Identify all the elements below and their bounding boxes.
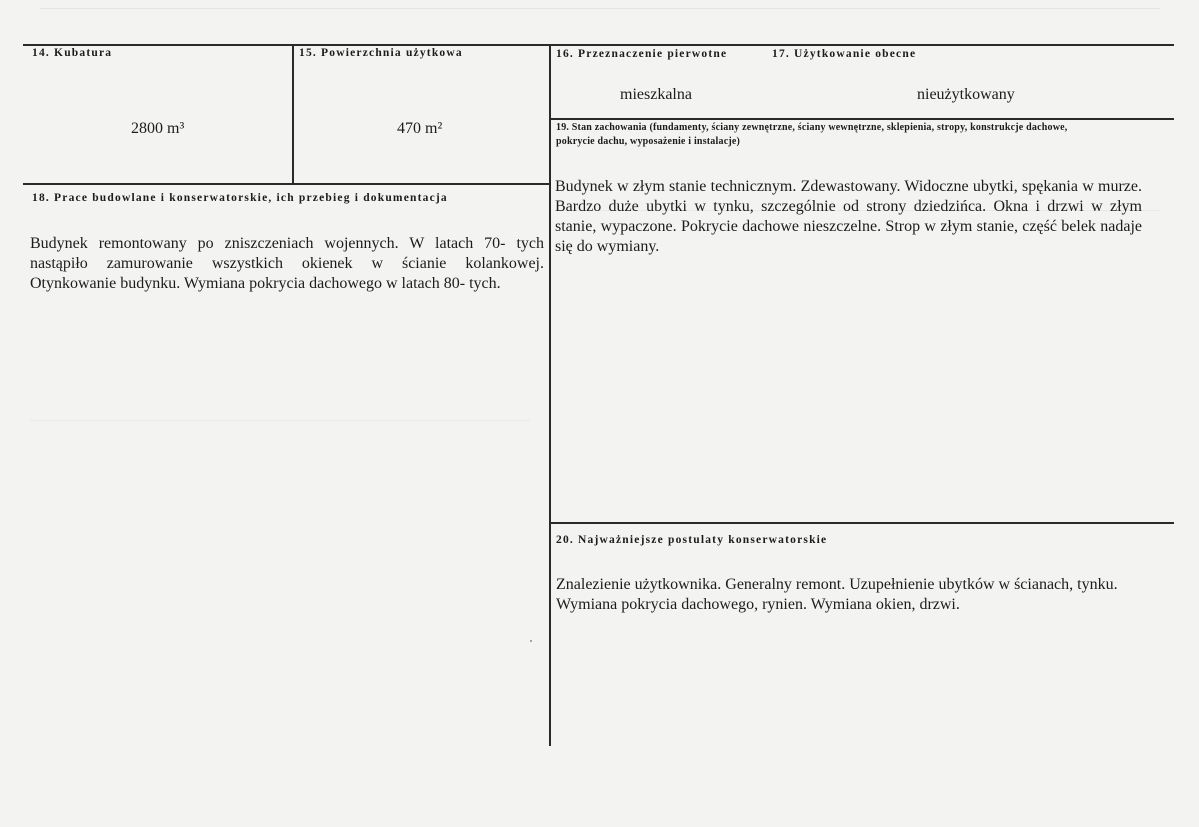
prace-budowlane-text: Budynek remontowany po zniszczeniach wojennych. W latach 70- tych nastąpiło zamurowanie wszystkich okienek w ścianie kolankowej. Otynkowanie budynku. Wymiana pokrycia dachowego w latach 80- tych. xyxy=(30,235,544,292)
divider-16-19 xyxy=(549,118,1174,120)
divider-19-20 xyxy=(549,522,1174,524)
stan-zachowania-text: Budynek w złym stanie technicznym. Zdewastowany. Widoczne ubytki, spękania w murze. Bardzo duże ubytki w tynku, szczególnie od strony dziedzińca. Okna i drzwi w złym stanie, wypaczone. Pokrycie dachowe nieszczelne. Strop w złym stanie, część belek nadaje się do wymiany. xyxy=(555,178,1142,255)
powierzchnia-value: 470 m² xyxy=(397,120,443,137)
divider-14-18 xyxy=(23,183,549,185)
scan-noise xyxy=(30,420,530,421)
divider-14-15 xyxy=(292,44,294,184)
kubatura-value: 2800 m³ xyxy=(131,120,185,137)
kubatura-label: 14. Kubatura xyxy=(32,47,113,59)
top-border xyxy=(23,44,1174,46)
uzytkowanie-value: nieużytkowany xyxy=(917,86,1015,103)
przeznaczenie-label: 16. Przeznaczenie pierwotne xyxy=(556,48,728,60)
stan-zachowania-label: 19. Stan zachowania (fundamenty, ściany zewnętrzne, ściany wewnętrzne, sklepienia, stropy, konstrukcje dachowe, pokrycie dachu, wyposażenie i instalacje) xyxy=(556,122,1068,147)
uzytkowanie-label: 17. Użytkowanie obecne xyxy=(772,48,917,60)
scan-noise xyxy=(40,8,1160,9)
scan-speck xyxy=(530,640,532,642)
powierzchnia-label: 15. Powierzchnia użytkowa xyxy=(299,47,463,59)
postulaty-label: 20. Najważniejsze postulaty konserwatorskie xyxy=(556,534,828,546)
przeznaczenie-value: mieszkalna xyxy=(620,86,692,103)
divider-main xyxy=(549,44,551,746)
postulaty-text: Znalezienie użytkownika. Generalny remont. Uzupełnienie ubytków w ścianach, tynku. Wymiana pokrycia dachowego, rynien. Wymiana okien, drzwi. xyxy=(556,576,1118,613)
prace-budowlane-label: 18. Prace budowlane i konserwatorskie, ich przebieg i dokumentacja xyxy=(32,192,448,204)
